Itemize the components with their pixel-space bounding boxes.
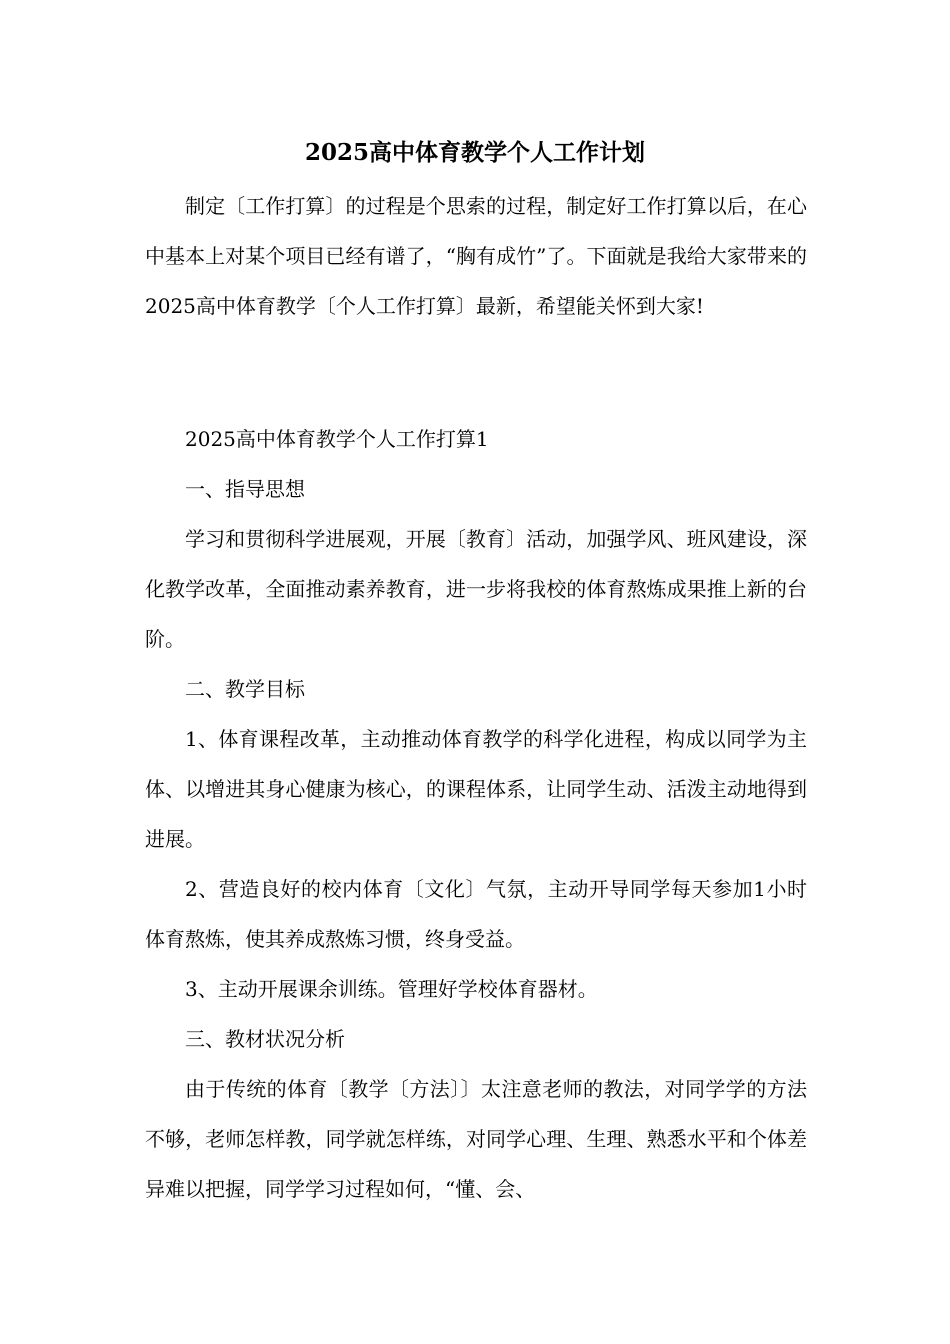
plan-subtitle: 2025高中体育教学个人工作打算1 <box>185 427 489 451</box>
document-body <box>145 181 807 1214</box>
section-heading-teaching-goals: 二、教学目标 <box>185 677 305 701</box>
section-heading-material-analysis: 三、教材状况分析 <box>185 1027 345 1051</box>
goal-item-3: 3、主动开展课余训练。管理好学校体育器材。 <box>185 977 598 1001</box>
goal-item-2: 2、营造良好的校内体育〔文化〕气氛，主动开导同学每天参加1小时体育熬炼，使其养成熬炼习惯，终身受益。 <box>145 877 807 951</box>
section-paragraph-guiding-ideology: 学习和贯彻科学进展观，开展〔教育〕活动，加强学风、班风建设，深化教学改革，全面推动素养教育，进一步将我校的体育熬炼成果推上新的台阶。 <box>145 527 807 651</box>
section-heading-guiding-ideology: 一、指导思想 <box>185 477 305 501</box>
intro-paragraph: 制定〔工作打算〕的过程是个思索的过程，制定好工作打算以后，在心中基本上对某个项目已经有谱了，“胸有成竹”了。下面就是我给大家带来的2025高中体育教学〔个人工作打算〕最新，希望能关怀到大家! <box>145 194 807 318</box>
document-title: 2025高中体育教学个人工作计划 <box>304 139 645 166</box>
section-paragraph-material-analysis: 由于传统的体育〔教学〔方法〕〕太注意老师的教法，对同学学的方法不够，老师怎样教，同学就怎样练，对同学心理、生理、熟悉水平和个体差异难以把握，同学学习过程如何，“懂、会、 <box>145 1077 807 1201</box>
blank-line <box>145 331 807 381</box>
goal-item-1: 1、体育课程改革，主动推动体育教学的科学化进程，构成以同学为主体、以增进其身心健康为核心，的课程体系，让同学生动、活泼主动地得到进展。 <box>145 727 807 851</box>
